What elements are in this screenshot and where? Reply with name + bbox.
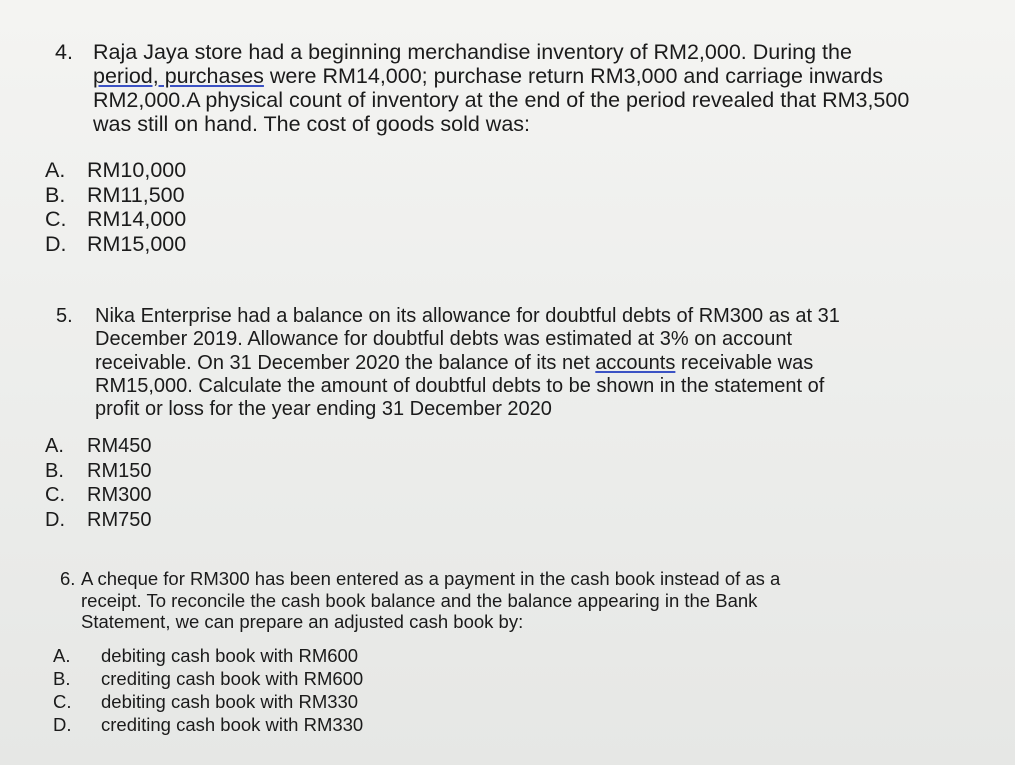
- answer-option-d[interactable]: [45, 508, 151, 533]
- question-line: RM15,000. Calculate the amount of doubtful debts to be shown in the statement of: [95, 374, 825, 397]
- option-text: RM450: [87, 435, 152, 457]
- option-letter: A.: [45, 158, 66, 182]
- option-text: RM750: [87, 508, 152, 531]
- question-line: RM2,000.A physical count of inventory at the end of the period revealed that RM3,500: [93, 88, 910, 112]
- question-line: Statement, we can prepare an adjusted cash book by:: [81, 611, 524, 632]
- question-line: [95, 352, 956, 375]
- answer-option-a[interactable]: [45, 434, 151, 459]
- question-number: 5.: [56, 305, 73, 327]
- answer-option-b[interactable]: [53, 667, 363, 690]
- question-line: Nika Enterprise had a balance on its allowance for doubtful debts of RM300 as at 31: [95, 305, 840, 327]
- option-letter: B.: [45, 182, 66, 207]
- answer-option-c[interactable]: [53, 690, 363, 713]
- option-letter: B.: [53, 668, 71, 689]
- question-line: December 2019. Allowance for doubtful debts was estimated at 3% on account: [95, 328, 793, 351]
- option-letter: D.: [53, 714, 72, 735]
- question-text: [95, 305, 956, 421]
- question-line-rest: receivable was: [675, 351, 814, 374]
- question-line: Raja Jaya store had a beginning merchandise inventory of RM2,000. During the: [93, 40, 852, 64]
- underlined-phrase: period, purchases: [93, 64, 264, 88]
- question-number: 6.: [60, 568, 76, 589]
- answer-option-c[interactable]: [45, 483, 151, 508]
- option-letter: C.: [53, 691, 72, 712]
- option-text: RM10,000: [87, 158, 187, 182]
- option-letter: C.: [45, 484, 65, 506]
- option-text: RM14,000: [87, 207, 187, 231]
- option-letter: D.: [45, 231, 67, 256]
- question-6: [53, 568, 940, 735]
- question-line-rest: were RM14,000; purchase return RM3,000 and carriage inwards: [263, 64, 883, 88]
- option-letter: D.: [45, 508, 65, 531]
- underlined-word: accounts: [595, 351, 676, 374]
- answer-option-c[interactable]: [45, 207, 186, 232]
- answer-option-d[interactable]: [45, 232, 186, 257]
- question-line: [93, 64, 985, 88]
- question-line: receipt. To reconcile the cash book balance and the balance appearing in the Bank: [81, 589, 758, 611]
- option-letter: A.: [53, 645, 71, 666]
- option-text: RM300: [87, 484, 152, 506]
- question-text: [81, 568, 940, 633]
- option-text: RM11,500: [87, 182, 185, 207]
- answer-option-a[interactable]: [45, 158, 186, 183]
- question-line-start: receivable. On 31 December 2020 the balance of its net: [95, 351, 596, 374]
- answer-option-a[interactable]: [53, 644, 363, 667]
- answer-options: [45, 158, 186, 256]
- option-letter: A.: [45, 435, 64, 457]
- question-number: 4.: [55, 40, 73, 64]
- option-letter: C.: [45, 207, 67, 231]
- question-4: [45, 40, 985, 256]
- option-text: debiting cash book with RM330: [101, 691, 359, 712]
- option-text: debiting cash book with RM600: [101, 645, 359, 666]
- question-5: [45, 305, 956, 531]
- option-text: crediting cash book with RM600: [101, 668, 364, 689]
- question-line: profit or loss for the year ending 31 December 2020: [95, 398, 552, 421]
- option-text: crediting cash book with RM330: [101, 714, 364, 735]
- option-text: RM15,000: [87, 231, 187, 256]
- answer-option-b[interactable]: [45, 459, 151, 484]
- answer-option-b[interactable]: [45, 183, 186, 208]
- option-text: RM150: [87, 459, 152, 482]
- question-line: A cheque for RM300 has been entered as a payment in the cash book instead of as a: [81, 568, 781, 589]
- answer-options: [53, 644, 363, 736]
- answer-option-d[interactable]: [53, 713, 363, 736]
- question-text: [93, 40, 985, 136]
- question-line: was still on hand. The cost of goods sold was:: [93, 112, 531, 136]
- option-letter: B.: [45, 459, 64, 482]
- answer-options: [45, 434, 151, 532]
